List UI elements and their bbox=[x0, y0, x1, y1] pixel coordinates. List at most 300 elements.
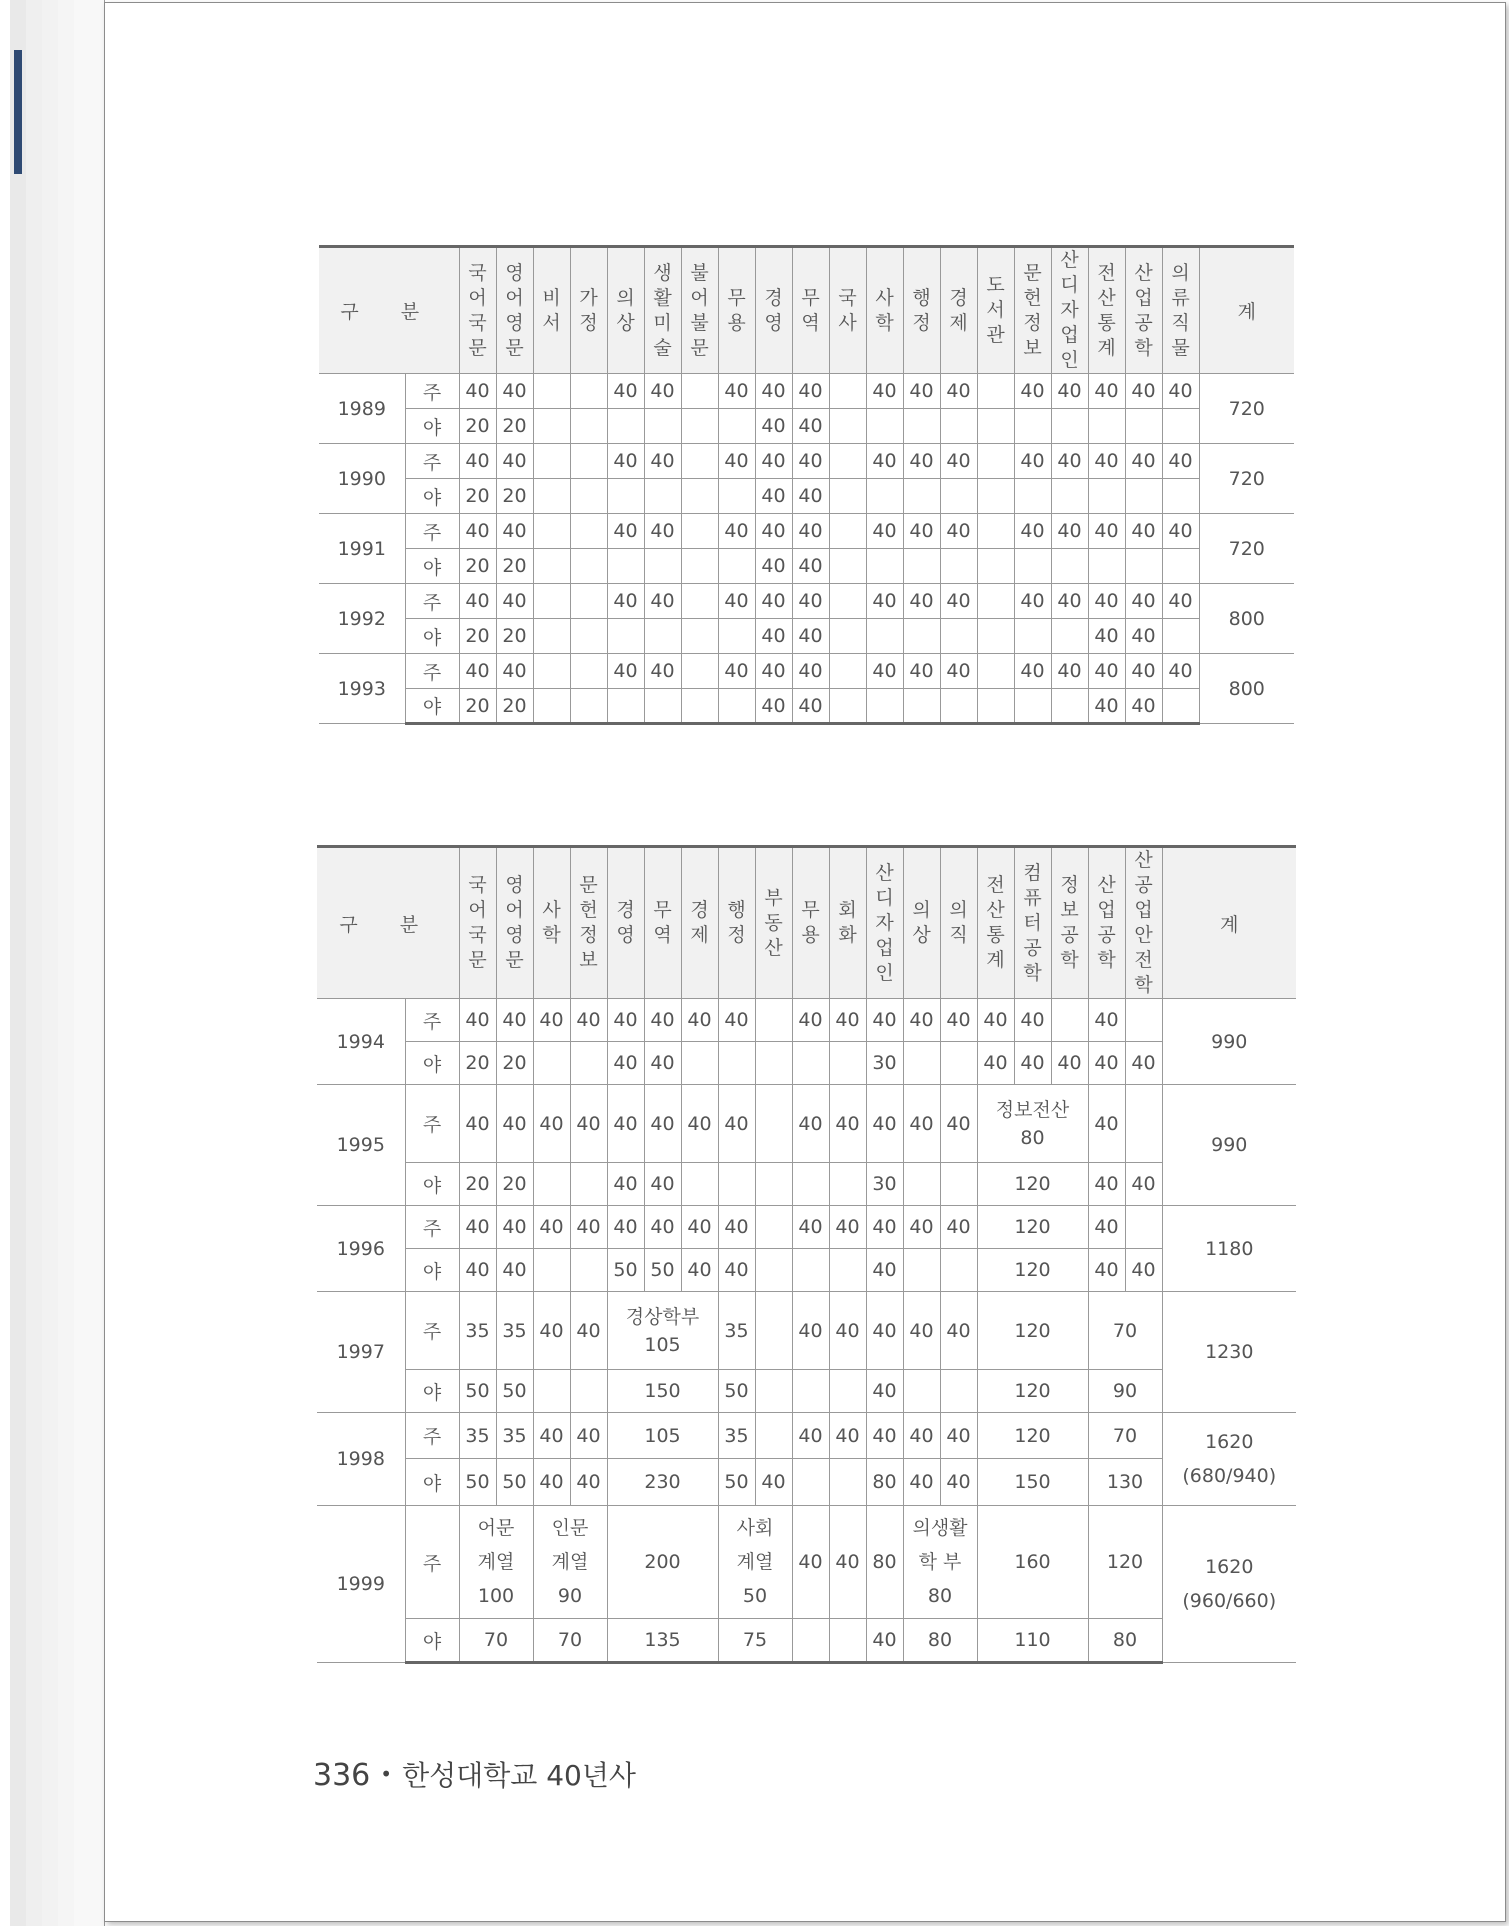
header-char: 통 bbox=[986, 924, 1005, 946]
value-cell bbox=[829, 1619, 866, 1663]
value-cell: 80 bbox=[866, 1459, 903, 1506]
header-char: 자 bbox=[875, 911, 894, 934]
year-cell: 1995 bbox=[317, 1085, 405, 1206]
merged-line: 어문 bbox=[477, 1517, 515, 1539]
value-cell: 40 bbox=[1088, 1163, 1125, 1206]
header-char: 산 bbox=[1097, 874, 1116, 896]
header-char: 안 bbox=[1134, 924, 1153, 946]
value-cell: 40 bbox=[718, 1206, 755, 1249]
value-cell: 40 bbox=[496, 1206, 533, 1249]
value-cell: 35 bbox=[496, 1413, 533, 1459]
header-char: 통 bbox=[1097, 311, 1116, 334]
value-cell: 40 bbox=[607, 584, 644, 619]
value-cell: 50 bbox=[644, 1249, 681, 1292]
clothing-faculty-cell bbox=[903, 1506, 977, 1619]
dept-header bbox=[533, 247, 570, 374]
value-cell: 40 bbox=[1162, 654, 1199, 689]
value-cell: 40 bbox=[1125, 654, 1162, 689]
value-cell bbox=[829, 1370, 866, 1413]
header-char: 영 bbox=[616, 924, 635, 946]
total-cell: 1230 bbox=[1162, 1292, 1296, 1413]
value-cell bbox=[866, 409, 903, 444]
value-cell: 40 bbox=[1014, 444, 1051, 479]
value-cell bbox=[570, 654, 607, 689]
value-cell: 40 bbox=[1051, 1042, 1088, 1085]
header-char: 전 bbox=[986, 874, 1005, 896]
value-cell: 40 bbox=[459, 584, 496, 619]
header-char: 업인 bbox=[875, 936, 894, 984]
value-cell bbox=[1125, 479, 1162, 514]
value-cell bbox=[681, 654, 718, 689]
value-cell bbox=[533, 1042, 570, 1085]
value-cell: 40 bbox=[644, 444, 681, 479]
value-cell bbox=[940, 479, 977, 514]
header-char: 학 bbox=[542, 924, 561, 946]
merged-line: 계열 bbox=[551, 1551, 589, 1573]
value-cell: 50 bbox=[718, 1459, 755, 1506]
value-cell bbox=[533, 374, 570, 409]
header-char: 문 bbox=[505, 949, 524, 971]
value-cell bbox=[792, 1619, 829, 1663]
value-cell: 40 bbox=[496, 514, 533, 549]
dept-header bbox=[903, 247, 940, 374]
night-label: 야 bbox=[405, 1042, 459, 1085]
gubun-header: 구 분 bbox=[319, 247, 459, 374]
value-cell: 40 bbox=[940, 444, 977, 479]
value-cell: 40 bbox=[755, 374, 792, 409]
merged-value-cell: 120 bbox=[977, 1206, 1088, 1249]
value-cell bbox=[977, 689, 1014, 724]
value-cell: 40 bbox=[792, 444, 829, 479]
header-char: 행 bbox=[912, 286, 931, 309]
value-cell bbox=[829, 514, 866, 549]
dept-header bbox=[1088, 247, 1125, 374]
total-cell: 720 bbox=[1199, 374, 1294, 444]
header-char: 화 bbox=[838, 924, 857, 946]
value-cell bbox=[533, 444, 570, 479]
header-char: 보 bbox=[1023, 336, 1042, 359]
night-label: 야 bbox=[405, 1370, 459, 1413]
value-cell: 40 bbox=[903, 514, 940, 549]
value-cell bbox=[644, 409, 681, 444]
value-cell: 40 bbox=[1014, 654, 1051, 689]
header-char: 국 bbox=[468, 261, 487, 284]
header-char: 의 bbox=[1171, 261, 1190, 284]
value-cell: 40 bbox=[866, 1249, 903, 1292]
merged-line: 80 bbox=[927, 1585, 953, 1607]
value-cell: 20 bbox=[496, 619, 533, 654]
header-char: 활 bbox=[653, 286, 672, 309]
value-cell: 40 bbox=[866, 1619, 903, 1663]
value-cell bbox=[903, 1042, 940, 1085]
value-cell bbox=[940, 1370, 977, 1413]
header-char: 류 bbox=[1171, 286, 1190, 309]
value-cell: 40 bbox=[903, 584, 940, 619]
dept-header bbox=[496, 247, 533, 374]
value-cell: 40 bbox=[1014, 1042, 1051, 1085]
merged-value-cell: 75 bbox=[718, 1619, 792, 1663]
value-cell: 40 bbox=[829, 1085, 866, 1163]
header-char: 사 bbox=[838, 311, 857, 334]
header-char: 정 bbox=[727, 924, 746, 946]
value-cell: 40 bbox=[1088, 1085, 1125, 1163]
value-cell bbox=[903, 409, 940, 444]
gyeongsang-faculty-cell: 230 bbox=[607, 1459, 718, 1506]
value-cell bbox=[1051, 409, 1088, 444]
value-cell: 40 bbox=[1162, 514, 1199, 549]
value-cell: 40 bbox=[644, 1085, 681, 1163]
header-char: 산공 bbox=[1134, 849, 1153, 896]
header-char: 자 bbox=[1060, 299, 1079, 321]
day-label: 주 bbox=[405, 1413, 459, 1459]
page-number: 336 bbox=[313, 1758, 371, 1793]
dept-header bbox=[718, 247, 755, 374]
total-header: 계 bbox=[1162, 847, 1296, 999]
value-cell: 40 bbox=[681, 1085, 718, 1163]
header-char: 경 bbox=[690, 899, 709, 921]
value-cell bbox=[755, 1085, 792, 1163]
value-cell: 35 bbox=[718, 1292, 755, 1370]
year-cell: 1994 bbox=[317, 999, 405, 1085]
value-cell bbox=[681, 689, 718, 724]
value-cell bbox=[977, 619, 1014, 654]
merged-line: 90 bbox=[557, 1585, 583, 1607]
dept-header bbox=[1051, 847, 1088, 999]
value-cell bbox=[681, 1163, 718, 1206]
merged-value-cell: 110 bbox=[977, 1619, 1088, 1663]
value-cell: 40 bbox=[607, 374, 644, 409]
value-cell bbox=[940, 1249, 977, 1292]
value-cell bbox=[644, 549, 681, 584]
dept-header bbox=[1088, 847, 1125, 999]
value-cell bbox=[940, 409, 977, 444]
value-cell bbox=[792, 1249, 829, 1292]
header-char: 영 bbox=[505, 924, 524, 946]
header-char: 어 bbox=[468, 899, 487, 921]
value-cell: 40 bbox=[1088, 689, 1125, 724]
value-cell: 40 bbox=[459, 514, 496, 549]
header-char: 업인 bbox=[1060, 324, 1079, 371]
header-char: 터 bbox=[1023, 911, 1042, 934]
value-cell bbox=[829, 1459, 866, 1506]
merged-value-cell: 70 bbox=[459, 1619, 533, 1663]
value-cell bbox=[829, 1249, 866, 1292]
value-cell: 35 bbox=[496, 1292, 533, 1370]
value-cell: 40 bbox=[1125, 1042, 1162, 1085]
merged-line: 경상학부 bbox=[625, 1305, 700, 1328]
value-cell: 20 bbox=[496, 409, 533, 444]
value-cell bbox=[570, 1249, 607, 1292]
value-cell bbox=[903, 1163, 940, 1206]
value-cell: 40 bbox=[1088, 444, 1125, 479]
value-cell: 50 bbox=[607, 1249, 644, 1292]
value-cell bbox=[570, 409, 607, 444]
year-cell: 1992 bbox=[319, 584, 405, 654]
value-cell bbox=[755, 1413, 792, 1459]
header-char: 어 bbox=[690, 286, 709, 309]
bullet-separator: • bbox=[380, 1762, 393, 1786]
value-cell bbox=[1051, 549, 1088, 584]
header-char: 용 bbox=[727, 311, 746, 334]
value-cell: 40 bbox=[903, 1459, 940, 1506]
language-division-cell bbox=[459, 1506, 533, 1619]
header-char: 경 bbox=[764, 286, 783, 309]
value-cell: 20 bbox=[496, 549, 533, 584]
value-cell bbox=[829, 444, 866, 479]
value-cell: 40 bbox=[459, 1085, 496, 1163]
value-cell bbox=[1014, 549, 1051, 584]
value-cell bbox=[1014, 479, 1051, 514]
header-char: 직 bbox=[1171, 311, 1190, 334]
value-cell: 40 bbox=[607, 1085, 644, 1163]
value-cell: 40 bbox=[607, 1163, 644, 1206]
value-cell: 40 bbox=[459, 999, 496, 1042]
social-division-cell bbox=[718, 1506, 792, 1619]
value-cell: 40 bbox=[755, 409, 792, 444]
value-cell: 40 bbox=[792, 619, 829, 654]
header-char: 물 bbox=[1171, 336, 1190, 359]
value-cell: 40 bbox=[903, 1292, 940, 1370]
merged-value-cell: 80 bbox=[903, 1619, 977, 1663]
value-cell: 40 bbox=[829, 1292, 866, 1370]
value-cell: 40 bbox=[755, 584, 792, 619]
value-cell: 40 bbox=[570, 1292, 607, 1370]
value-cell bbox=[1162, 479, 1199, 514]
value-cell: 40 bbox=[644, 654, 681, 689]
value-cell bbox=[940, 1042, 977, 1085]
value-cell: 40 bbox=[496, 374, 533, 409]
header-char: 비 bbox=[542, 286, 561, 309]
day-label: 주 bbox=[405, 1206, 459, 1249]
value-cell: 40 bbox=[866, 1085, 903, 1163]
value-cell bbox=[755, 1292, 792, 1370]
value-cell: 40 bbox=[718, 374, 755, 409]
header-char: 어 bbox=[505, 899, 524, 921]
dept-header bbox=[533, 847, 570, 999]
value-cell: 40 bbox=[755, 549, 792, 584]
day-label: 주 bbox=[405, 654, 459, 689]
total-cell: 720 bbox=[1199, 444, 1294, 514]
header-char: 관 bbox=[986, 324, 1005, 346]
value-cell: 40 bbox=[829, 999, 866, 1042]
value-cell: 40 bbox=[459, 654, 496, 689]
dept-header bbox=[940, 247, 977, 374]
header-char: 정 bbox=[912, 311, 931, 334]
value-cell: 40 bbox=[1088, 654, 1125, 689]
value-cell: 40 bbox=[977, 1042, 1014, 1085]
value-cell bbox=[829, 374, 866, 409]
night-label: 야 bbox=[405, 479, 459, 514]
value-cell bbox=[866, 619, 903, 654]
value-cell: 40 bbox=[1088, 1206, 1125, 1249]
value-cell: 40 bbox=[1014, 374, 1051, 409]
value-cell: 20 bbox=[459, 479, 496, 514]
value-cell bbox=[977, 409, 1014, 444]
value-cell bbox=[718, 689, 755, 724]
header-char: 어 bbox=[468, 286, 487, 309]
book-page-edges bbox=[0, 0, 108, 1926]
value-cell bbox=[1014, 409, 1051, 444]
header-char: 사 bbox=[875, 286, 894, 309]
value-cell bbox=[533, 514, 570, 549]
value-cell: 40 bbox=[940, 1206, 977, 1249]
value-cell: 40 bbox=[1088, 999, 1125, 1042]
merged-line: 인문 bbox=[551, 1517, 589, 1539]
merged-value-cell: 120 bbox=[977, 1370, 1088, 1413]
value-cell bbox=[755, 1206, 792, 1249]
value-cell bbox=[718, 549, 755, 584]
value-cell bbox=[718, 1042, 755, 1085]
value-cell bbox=[1125, 549, 1162, 584]
merged-value-cell: 90 bbox=[1088, 1370, 1162, 1413]
header-char: 문 bbox=[1023, 261, 1042, 284]
header-char: 의 bbox=[949, 899, 968, 921]
value-cell: 40 bbox=[792, 1085, 829, 1163]
header-char: 문 bbox=[505, 336, 524, 359]
header-char: 의 bbox=[912, 899, 931, 921]
header-char: 전학 bbox=[1134, 949, 1153, 996]
header-char: 상 bbox=[912, 924, 931, 946]
value-cell bbox=[681, 549, 718, 584]
value-cell bbox=[755, 1370, 792, 1413]
value-cell bbox=[977, 444, 1014, 479]
value-cell: 40 bbox=[792, 1506, 829, 1619]
header-char: 보 bbox=[1060, 899, 1079, 921]
header-char: 상 bbox=[616, 311, 635, 334]
dept-header bbox=[792, 847, 829, 999]
value-cell: 40 bbox=[940, 1459, 977, 1506]
value-cell: 35 bbox=[459, 1292, 496, 1370]
value-cell bbox=[681, 584, 718, 619]
header-char: 학 bbox=[1097, 949, 1116, 971]
value-cell: 40 bbox=[644, 1042, 681, 1085]
value-cell: 40 bbox=[866, 514, 903, 549]
value-cell: 40 bbox=[792, 514, 829, 549]
value-cell: 40 bbox=[755, 1459, 792, 1506]
value-cell: 40 bbox=[755, 689, 792, 724]
header-char: 국 bbox=[838, 286, 857, 309]
value-cell bbox=[940, 549, 977, 584]
night-label: 야 bbox=[405, 689, 459, 724]
header-char: 업 bbox=[1134, 286, 1153, 309]
value-cell: 40 bbox=[718, 999, 755, 1042]
header-char: 업 bbox=[1097, 899, 1116, 921]
dept-header bbox=[940, 847, 977, 999]
value-cell bbox=[570, 479, 607, 514]
value-cell: 40 bbox=[866, 1370, 903, 1413]
header-char: 업 bbox=[1134, 899, 1153, 921]
value-cell: 40 bbox=[1125, 444, 1162, 479]
value-cell bbox=[1051, 999, 1088, 1042]
value-cell: 40 bbox=[459, 1249, 496, 1292]
value-cell: 40 bbox=[607, 654, 644, 689]
value-cell: 40 bbox=[459, 1206, 496, 1249]
total-cell: 800 bbox=[1199, 654, 1294, 724]
value-cell: 40 bbox=[718, 1085, 755, 1163]
value-cell bbox=[533, 1163, 570, 1206]
header-char: 산 bbox=[1134, 261, 1153, 284]
header-char: 가 bbox=[579, 286, 598, 309]
dept-header bbox=[755, 247, 792, 374]
header-char: 영 bbox=[505, 261, 524, 284]
value-cell: 40 bbox=[903, 1413, 940, 1459]
header-char: 무 bbox=[801, 899, 820, 921]
header-char: 학 bbox=[1060, 949, 1079, 971]
value-cell: 40 bbox=[755, 514, 792, 549]
value-cell: 50 bbox=[496, 1459, 533, 1506]
header-char: 산디 bbox=[1060, 249, 1079, 296]
merged-line: 학 부 bbox=[918, 1551, 962, 1573]
value-cell bbox=[607, 549, 644, 584]
value-cell: 50 bbox=[459, 1459, 496, 1506]
merged-value-cell: 70 bbox=[533, 1619, 607, 1663]
header-char: 용 bbox=[801, 924, 820, 946]
value-cell bbox=[718, 479, 755, 514]
year-cell: 1990 bbox=[319, 444, 405, 514]
dept-header bbox=[866, 247, 903, 374]
value-cell bbox=[570, 1163, 607, 1206]
value-cell: 50 bbox=[718, 1370, 755, 1413]
gyeongsang-faculty-cell: 105 bbox=[607, 1413, 718, 1459]
total-cell bbox=[1162, 1413, 1296, 1506]
dept-header bbox=[607, 247, 644, 374]
value-cell: 40 bbox=[718, 654, 755, 689]
value-cell: 40 bbox=[866, 1206, 903, 1249]
value-cell: 40 bbox=[792, 689, 829, 724]
merged-value-cell: 120 bbox=[977, 1292, 1088, 1370]
value-cell bbox=[533, 479, 570, 514]
value-cell bbox=[1051, 479, 1088, 514]
header-char: 부 bbox=[764, 886, 783, 909]
value-cell: 40 bbox=[496, 999, 533, 1042]
header-char: 국 bbox=[468, 874, 487, 896]
year-cell: 1993 bbox=[319, 654, 405, 724]
dept-header bbox=[644, 247, 681, 374]
value-cell: 20 bbox=[459, 1042, 496, 1085]
value-cell: 40 bbox=[829, 1413, 866, 1459]
value-cell: 40 bbox=[1088, 374, 1125, 409]
value-cell bbox=[792, 1370, 829, 1413]
value-cell: 40 bbox=[1051, 584, 1088, 619]
day-label: 주 bbox=[405, 1506, 459, 1619]
header-char: 계 bbox=[986, 949, 1005, 971]
value-cell bbox=[533, 1249, 570, 1292]
value-cell: 40 bbox=[977, 999, 1014, 1042]
value-cell: 40 bbox=[866, 999, 903, 1042]
header-char: 어 bbox=[505, 286, 524, 309]
header-char: 산 bbox=[986, 899, 1005, 921]
value-cell: 40 bbox=[644, 999, 681, 1042]
merged-value-cell: 120 bbox=[977, 1413, 1088, 1459]
value-cell bbox=[570, 584, 607, 619]
value-cell: 40 bbox=[718, 584, 755, 619]
value-cell: 40 bbox=[496, 1085, 533, 1163]
dept-header bbox=[570, 847, 607, 999]
value-cell: 30 bbox=[866, 1163, 903, 1206]
value-cell: 40 bbox=[570, 1459, 607, 1506]
header-char: 경 bbox=[616, 899, 635, 921]
value-cell bbox=[755, 999, 792, 1042]
value-cell bbox=[1088, 479, 1125, 514]
value-cell bbox=[570, 374, 607, 409]
value-cell: 40 bbox=[940, 514, 977, 549]
night-label: 야 bbox=[405, 619, 459, 654]
merged-value-cell: 120 bbox=[977, 1163, 1088, 1206]
value-cell: 40 bbox=[459, 444, 496, 479]
value-cell bbox=[533, 619, 570, 654]
merged-value-cell: 120 bbox=[977, 1249, 1088, 1292]
value-cell: 40 bbox=[533, 1292, 570, 1370]
